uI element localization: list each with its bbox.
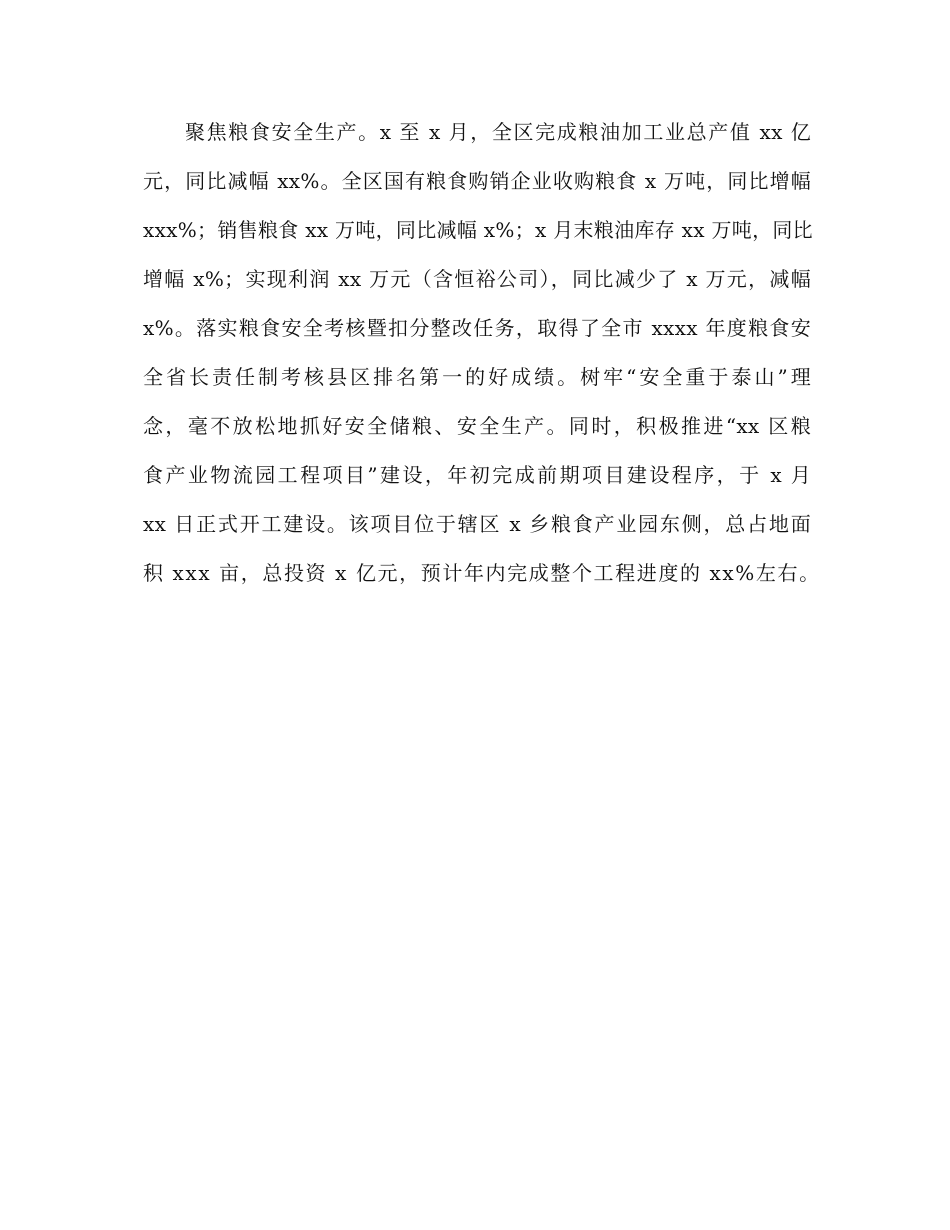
paragraph-line: xx 日正式开工建设。该项目位于辖区 x 乡粮食产业园东侧，总占地面	[143, 512, 811, 536]
paragraph-line: 元，同比减幅 xx%。全区国有粮食购销企业收购粮食 x 万吨，同比增幅	[143, 169, 811, 193]
document-body	[143, 108, 821, 598]
paragraph-line: 积 xxx 亩，总投资 x 亿元，预计年内完成整个工程进度的 xx%左右。	[143, 561, 821, 585]
paragraph-line: 念，毫不放松地抓好安全储粮、安全生产。同时，积极推进“xx 区粮	[143, 414, 811, 438]
paragraph-line: 增幅 x%；实现利润 xx 万元（含恒裕公司），同比减少了 x 万元，减幅	[143, 267, 811, 291]
paragraph-line: 食产业物流园工程项目”建设，年初完成前期项目建设程序，于 x 月	[143, 463, 811, 487]
paragraph-line: x%。落实粮食安全考核暨扣分整改任务，取得了全市 xxxx 年度粮食安	[143, 316, 811, 340]
paragraph-line: 全省长责任制考核县区排名第一的好成绩。树牢“安全重于泰山”理	[143, 365, 811, 389]
paragraph-line: xxx%；销售粮食 xx 万吨，同比减幅 x%；x 月末粮油库存 xx 万吨，同比	[143, 218, 813, 242]
paragraph-line: 聚焦粮食安全生产。x 至 x 月，全区完成粮油加工业总产值 xx 亿	[185, 120, 811, 144]
